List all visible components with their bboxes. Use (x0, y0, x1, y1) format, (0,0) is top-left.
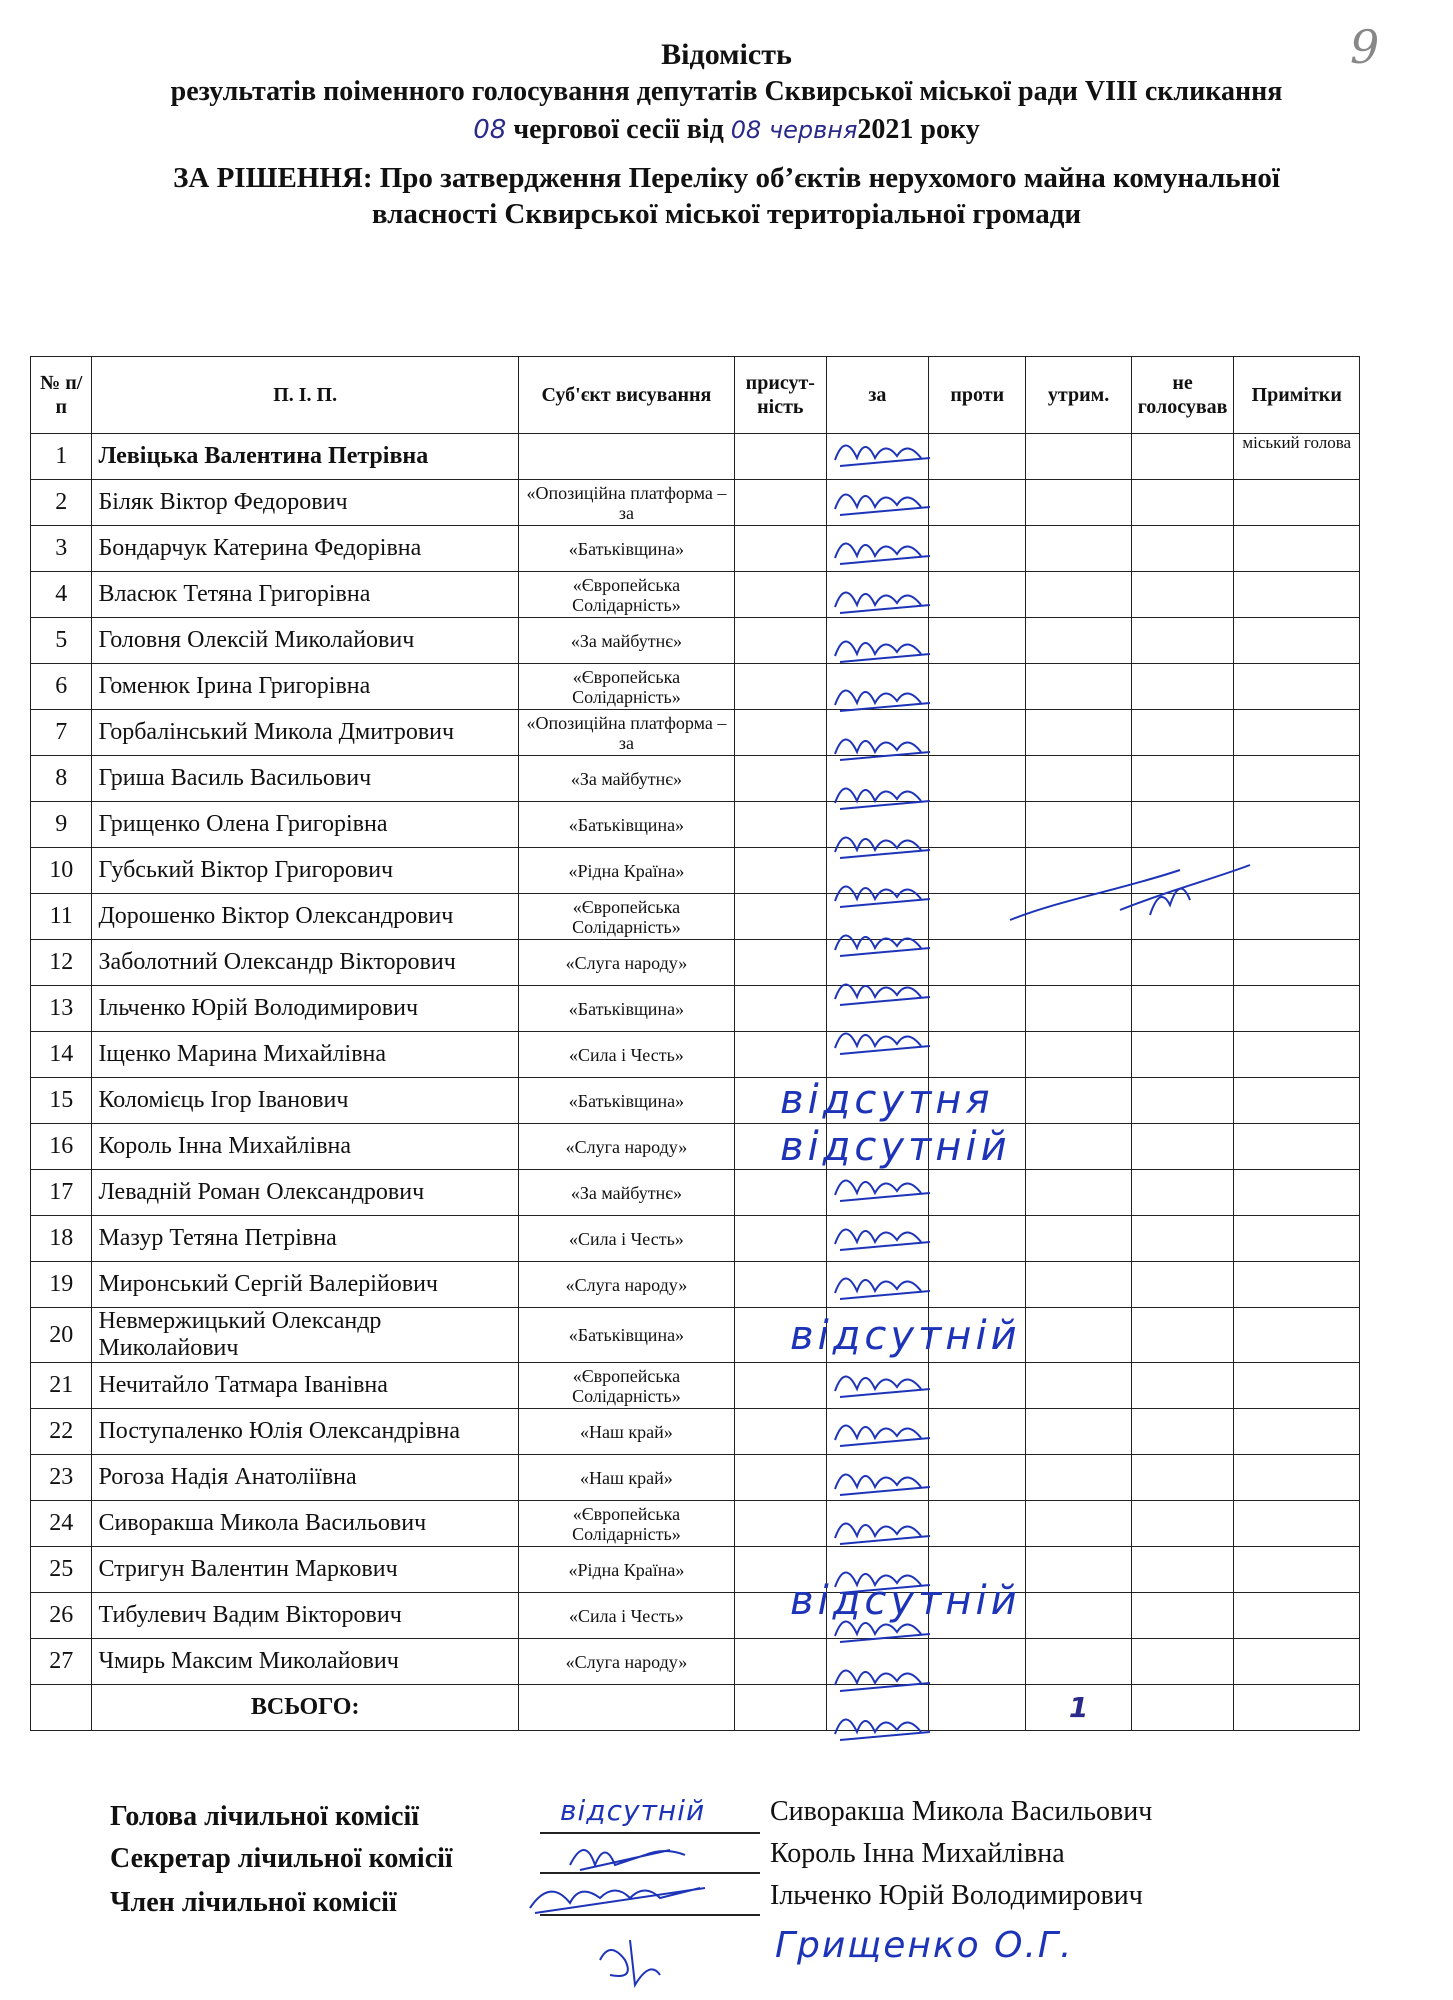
decision-line-2: власності Сквирської міської територіальної громади (371, 198, 1082, 230)
deputy-signature (835, 1425, 930, 1446)
table-header (31, 357, 1360, 434)
row-not-voted (1131, 710, 1234, 756)
row-not-voted (1131, 526, 1234, 572)
row-num: 25 (31, 1547, 92, 1593)
row-party: «Сила і Честь» (518, 1593, 734, 1639)
row-num: 23 (31, 1455, 92, 1501)
row-num: 19 (31, 1262, 92, 1308)
row-note (1234, 1363, 1360, 1409)
row-not-voted (1131, 1216, 1234, 1262)
row-num: 10 (31, 848, 92, 894)
deputy-signature (835, 494, 930, 515)
total-row (31, 1685, 1360, 1731)
row-name: Гоменюк Ірина Григорівна (92, 664, 518, 710)
table-row (31, 526, 1360, 572)
deputy-signature (835, 935, 930, 956)
row-party: «Батьківщина» (518, 802, 734, 848)
row-abstain (1026, 1032, 1131, 1078)
row-not-voted (1131, 1455, 1234, 1501)
row-note (1234, 480, 1360, 526)
row-present (734, 526, 826, 572)
row-name: Ільченко Юрій Володимирович (92, 986, 518, 1032)
row-party: «Європейська Солідарність» (518, 894, 734, 940)
bottom-signature-name: Грищенко О.Г. (775, 1925, 1074, 1966)
col-for: за (826, 357, 928, 434)
row-abstain (1026, 802, 1131, 848)
row-note (1234, 1501, 1360, 1547)
row-not-voted (1131, 1363, 1234, 1409)
row-num: 7 (31, 710, 92, 756)
table-row (31, 1032, 1360, 1078)
row-abstain (1026, 480, 1131, 526)
row-present (734, 940, 826, 986)
row-party: «Європейська Солідарність» (518, 1501, 734, 1547)
row-note (1234, 1639, 1360, 1685)
table-row (31, 664, 1360, 710)
row-party: «Рідна Країна» (518, 1547, 734, 1593)
table-row (31, 1547, 1360, 1593)
row-num: 20 (31, 1308, 92, 1363)
row-present (734, 802, 826, 848)
doc-title: Відомість (661, 38, 792, 71)
page-number: 9 (1350, 20, 1380, 74)
row-name: Коломієць Ігор Іванович (92, 1078, 518, 1124)
row-party: «Батьківщина» (518, 526, 734, 572)
chair-name: Сиворакша Микола Васильович (770, 1796, 1153, 1827)
table-row (31, 1639, 1360, 1685)
row-num: 24 (31, 1501, 92, 1547)
row-name: Левадній Роман Олександрович (92, 1170, 518, 1216)
table-row (31, 986, 1360, 1032)
row-present (734, 894, 826, 940)
absent-mark-19: відсутній (790, 1313, 1021, 1359)
row-note (1234, 756, 1360, 802)
row-abstain (1026, 940, 1131, 986)
deputy-signature (835, 592, 930, 613)
row-num: 17 (31, 1170, 92, 1216)
row-abstain (1026, 756, 1131, 802)
row-not-voted (1131, 1124, 1234, 1170)
session-year: 2021 року (857, 114, 980, 145)
row-note (1234, 526, 1360, 572)
row-name: Власюк Тетяна Григорівна (92, 572, 518, 618)
row-party: «Опозиційна платформа – за (518, 710, 734, 756)
row-num: 9 (31, 802, 92, 848)
row-not-voted (1131, 664, 1234, 710)
table-row (31, 572, 1360, 618)
row-not-voted (1131, 940, 1234, 986)
col-not-voted: не голосував (1131, 357, 1234, 434)
table-row (31, 618, 1360, 664)
row-num: 4 (31, 572, 92, 618)
col-notes: Примітки (1234, 357, 1360, 434)
row-not-voted (1131, 1262, 1234, 1308)
row-not-voted (1131, 1547, 1234, 1593)
row-present (734, 1409, 826, 1455)
chair-absent-mark: відсутній (560, 1794, 706, 1827)
row-abstain (1026, 434, 1131, 480)
row-name: Заболотний Олександр Вікторович (92, 940, 518, 986)
row-abstain (1026, 1547, 1131, 1593)
deputy-signature (835, 1523, 930, 1544)
row-num: 13 (31, 986, 92, 1032)
deputy-signature (835, 690, 930, 711)
row-party: «Європейська Солідарність» (518, 572, 734, 618)
session-date: 08 червня (730, 116, 858, 144)
row-abstain (1026, 1308, 1131, 1363)
row-name: Тибулевич Вадим Вікторович (92, 1593, 518, 1639)
row-abstain (1026, 1501, 1131, 1547)
table-row (31, 1593, 1360, 1639)
row-name: Іщенко Марина Михайлівна (92, 1032, 518, 1078)
col-num: № п/п (31, 357, 92, 434)
row-not-voted (1131, 1639, 1234, 1685)
row-abstain (1026, 1078, 1131, 1124)
row-note (1234, 664, 1360, 710)
row-note (1234, 572, 1360, 618)
signature-stroke-10 (1000, 860, 1260, 940)
decision-line-1: ЗА РІШЕННЯ: Про затвердження Переліку об’єктів нерухомого майна комунальної (173, 162, 1280, 194)
table-row (31, 802, 1360, 848)
row-name: Миронський Сергій Валерійович (92, 1262, 518, 1308)
row-party: «За майбутнє» (518, 1170, 734, 1216)
row-party: «Опозиційна платформа – за (518, 480, 734, 526)
deputy-signature (835, 1719, 930, 1740)
row-not-voted (1131, 1501, 1234, 1547)
row-party: «Наш край» (518, 1455, 734, 1501)
table-row (31, 434, 1360, 480)
row-not-voted (1131, 986, 1234, 1032)
row-present (734, 434, 826, 480)
absent-mark-15: відсутній (780, 1124, 1011, 1170)
doc-subtitle: результатів поіменного голосування депутатів Сквирської міської ради VIII скликання (170, 76, 1283, 107)
row-not-voted (1131, 572, 1234, 618)
row-party (518, 434, 734, 480)
deputy-signature (835, 1278, 930, 1299)
table-row (31, 1170, 1360, 1216)
row-present (734, 1455, 826, 1501)
deputy-signature (835, 1621, 930, 1642)
voting-table (30, 356, 1360, 1731)
row-name: Губський Віктор Григорович (92, 848, 518, 894)
table-row (31, 1124, 1360, 1170)
row-num: 15 (31, 1078, 92, 1124)
row-num: 18 (31, 1216, 92, 1262)
row-present (734, 1639, 826, 1685)
row-note: міський голова (1234, 434, 1360, 480)
member-signature (520, 1868, 720, 1928)
member-label: Член лічильної комісії (110, 1887, 397, 1918)
row-note (1234, 802, 1360, 848)
table-row (31, 480, 1360, 526)
member-name: Ільченко Юрій Володимирович (770, 1880, 1143, 1911)
row-note (1234, 1455, 1360, 1501)
row-party: «Європейська Солідарність» (518, 1363, 734, 1409)
row-name: Невмержицький Олександр Миколайович (92, 1308, 518, 1363)
row-party: «Батьківщина» (518, 986, 734, 1032)
row-num: 1 (31, 434, 92, 480)
absent-mark-14: відсутня (780, 1077, 994, 1123)
signatures-column (820, 420, 960, 1780)
row-not-voted (1131, 480, 1234, 526)
row-note (1234, 1078, 1360, 1124)
table-row (31, 1501, 1360, 1547)
row-not-voted (1131, 802, 1234, 848)
row-name: Чмирь Максим Миколайович (92, 1639, 518, 1685)
row-num: 8 (31, 756, 92, 802)
row-not-voted (1131, 1032, 1234, 1078)
row-num: 3 (31, 526, 92, 572)
row-name: Головня Олексій Миколайович (92, 618, 518, 664)
row-party: «Рідна Країна» (518, 848, 734, 894)
deputy-signature (835, 1474, 930, 1495)
row-party: «Слуга народу» (518, 1262, 734, 1308)
row-party: «За майбутнє» (518, 756, 734, 802)
table-row (31, 1078, 1360, 1124)
row-present (734, 664, 826, 710)
row-abstain (1026, 1363, 1131, 1409)
row-name: Горбалінський Микола Дмитрович (92, 710, 518, 756)
table-row (31, 1262, 1360, 1308)
row-note (1234, 710, 1360, 756)
row-note (1234, 1547, 1360, 1593)
row-name: Стригун Валентин Маркович (92, 1547, 518, 1593)
row-present (734, 1501, 826, 1547)
row-name: Гриша Василь Васильович (92, 756, 518, 802)
row-num: 21 (31, 1363, 92, 1409)
deputy-signature (835, 1376, 930, 1397)
row-note (1234, 1124, 1360, 1170)
row-num: 27 (31, 1639, 92, 1685)
session-text: чергової сесії від (513, 114, 724, 145)
row-note (1234, 1262, 1360, 1308)
table-row (31, 940, 1360, 986)
row-name: Поступаленко Юлія Олександрівна (92, 1409, 518, 1455)
row-party: «Слуга народу» (518, 1124, 734, 1170)
total-abstain: 1 (1026, 1685, 1131, 1731)
row-abstain (1026, 664, 1131, 710)
row-name: Левіцька Валентина Петрівна (92, 434, 518, 480)
row-note (1234, 1216, 1360, 1262)
table-row (31, 1308, 1360, 1363)
row-abstain (1026, 1409, 1131, 1455)
row-party: «Наш край» (518, 1409, 734, 1455)
table-row (31, 1363, 1360, 1409)
row-present (734, 618, 826, 664)
session-number: 08 (473, 115, 507, 145)
table-row (31, 756, 1360, 802)
row-name: Біляк Віктор Федорович (92, 480, 518, 526)
row-abstain (1026, 1124, 1131, 1170)
row-name: Король Інна Михайлівна (92, 1124, 518, 1170)
row-party: «Батьківщина» (518, 1308, 734, 1363)
row-name: Бондарчук Катерина Федорівна (92, 526, 518, 572)
row-not-voted (1131, 434, 1234, 480)
row-not-voted (1131, 1078, 1234, 1124)
row-num: 26 (31, 1593, 92, 1639)
row-present (734, 480, 826, 526)
row-abstain (1026, 1455, 1131, 1501)
row-abstain (1026, 618, 1131, 664)
total-label: ВСЬОГО: (92, 1685, 518, 1731)
row-num: 16 (31, 1124, 92, 1170)
row-note (1234, 940, 1360, 986)
row-name: Мазур Тетяна Петрівна (92, 1216, 518, 1262)
deputy-signature (835, 1180, 930, 1201)
chair-label: Голова лічильної комісії (110, 1801, 420, 1832)
col-against: проти (929, 357, 1026, 434)
extra-signature (590, 1930, 670, 1990)
row-abstain (1026, 1593, 1131, 1639)
row-abstain (1026, 986, 1131, 1032)
deputy-signature (835, 641, 930, 662)
row-present (734, 986, 826, 1032)
deputy-signature (835, 886, 930, 907)
deputy-signature (835, 445, 930, 466)
row-num: 6 (31, 664, 92, 710)
row-present (734, 756, 826, 802)
row-note (1234, 1593, 1360, 1639)
row-note (1234, 1032, 1360, 1078)
table-row (31, 1455, 1360, 1501)
table-row (31, 1216, 1360, 1262)
row-abstain (1026, 1216, 1131, 1262)
col-party: Суб'єкт висування (518, 357, 734, 434)
secretary-label: Секретар лічильної комісії (110, 1843, 453, 1874)
row-abstain (1026, 572, 1131, 618)
row-note (1234, 618, 1360, 664)
deputy-signature (835, 739, 930, 760)
row-party: «За майбутнє» (518, 618, 734, 664)
row-party: «Європейська Солідарність» (518, 664, 734, 710)
row-abstain (1026, 526, 1131, 572)
row-not-voted (1131, 1593, 1234, 1639)
deputy-signature (835, 788, 930, 809)
row-present (734, 1170, 826, 1216)
row-num: 11 (31, 894, 92, 940)
row-name: Сиворакша Микола Васильович (92, 1501, 518, 1547)
row-not-voted (1131, 1308, 1234, 1363)
row-name: Грищенко Олена Григорівна (92, 802, 518, 848)
row-present (734, 1262, 826, 1308)
row-present (734, 1216, 826, 1262)
row-num: 2 (31, 480, 92, 526)
row-present (734, 710, 826, 756)
row-party: «Батьківщина» (518, 1078, 734, 1124)
row-note (1234, 1409, 1360, 1455)
row-num: 14 (31, 1032, 92, 1078)
deputy-signature (835, 984, 930, 1005)
col-name: П. І. П. (92, 357, 518, 434)
row-party: «Слуга народу» (518, 1639, 734, 1685)
row-note (1234, 1170, 1360, 1216)
row-present (734, 848, 826, 894)
deputy-signature (835, 837, 930, 858)
deputy-signature (835, 543, 930, 564)
row-name: Рогоза Надія Анатоліївна (92, 1455, 518, 1501)
deputy-signature (835, 1572, 930, 1593)
row-present (734, 1032, 826, 1078)
row-party: «Сила і Честь» (518, 1216, 734, 1262)
row-not-voted (1131, 756, 1234, 802)
deputy-signature (835, 1033, 930, 1054)
row-not-voted (1131, 618, 1234, 664)
row-note (1234, 986, 1360, 1032)
absent-mark-24: відсутній (790, 1578, 1021, 1624)
col-present: присут-ність (734, 357, 826, 434)
row-num: 5 (31, 618, 92, 664)
deputy-signature (835, 1670, 930, 1691)
row-present (734, 1363, 826, 1409)
secretary-name: Король Інна Михайлівна (770, 1838, 1065, 1869)
row-present (734, 572, 826, 618)
table-row (31, 1409, 1360, 1455)
row-abstain (1026, 1262, 1131, 1308)
session-line (0, 114, 1453, 146)
row-name: Нечитайло Татмара Іванівна (92, 1363, 518, 1409)
row-party: «Слуга народу» (518, 940, 734, 986)
row-note (1234, 1308, 1360, 1363)
row-num: 12 (31, 940, 92, 986)
col-abstain: утрим. (1026, 357, 1131, 434)
row-num: 22 (31, 1409, 92, 1455)
row-name: Дорошенко Віктор Олександрович (92, 894, 518, 940)
row-not-voted (1131, 1170, 1234, 1216)
row-abstain (1026, 1639, 1131, 1685)
row-not-voted (1131, 1409, 1234, 1455)
row-abstain (1026, 710, 1131, 756)
row-party: «Сила і Честь» (518, 1032, 734, 1078)
deputy-signature (835, 1229, 930, 1250)
table-row (31, 710, 1360, 756)
row-abstain (1026, 1170, 1131, 1216)
